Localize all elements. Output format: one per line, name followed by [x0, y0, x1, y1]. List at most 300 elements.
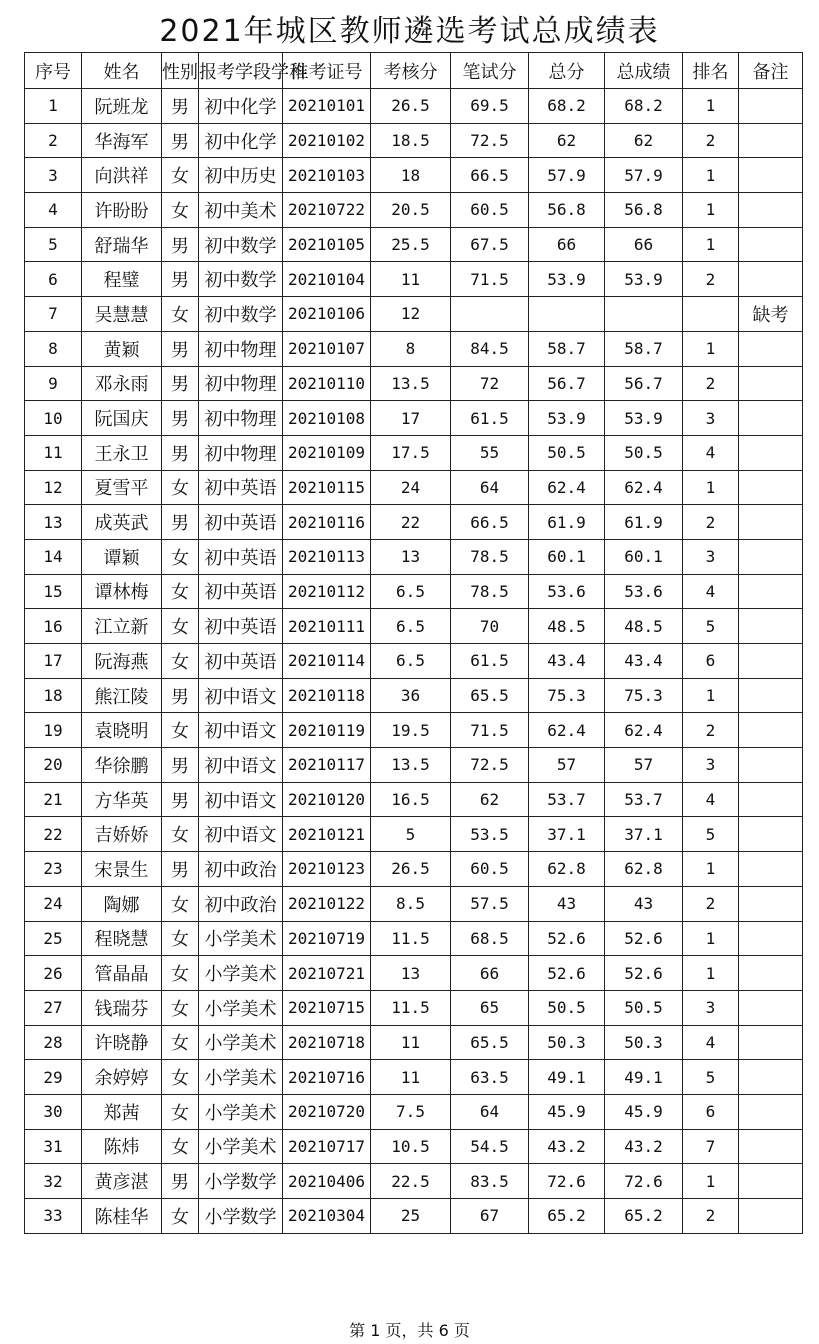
- cell-remark: [739, 158, 803, 193]
- cell-subject: 小学美术: [199, 1129, 283, 1164]
- cell-exam-id: 20210721: [283, 956, 371, 991]
- cell-name: 谭颖: [82, 539, 162, 574]
- header-index: 序号: [25, 53, 82, 89]
- cell-exam-id: 20210118: [283, 678, 371, 713]
- table-row: [25, 1060, 803, 1095]
- cell-assessment-score: 10.5: [371, 1129, 451, 1164]
- cell-remark: [739, 782, 803, 817]
- cell-assessment-score: 11: [371, 262, 451, 297]
- cell-written-score: 65: [451, 990, 529, 1025]
- cell-final-score: 62: [605, 123, 683, 158]
- cell-written-score: 62: [451, 782, 529, 817]
- cell-gender: 男: [162, 782, 199, 817]
- cell-index: 2: [25, 123, 82, 158]
- cell-name: 华徐鹏: [82, 748, 162, 783]
- cell-name: 夏雪平: [82, 470, 162, 505]
- cell-remark: [739, 539, 803, 574]
- cell-rank: 2: [683, 1199, 739, 1234]
- cell-gender: 男: [162, 1164, 199, 1199]
- cell-remark: [739, 227, 803, 262]
- cell-rank: 6: [683, 644, 739, 679]
- cell-name: 陈桂华: [82, 1199, 162, 1234]
- cell-name: 管晶晶: [82, 956, 162, 991]
- cell-gender: 女: [162, 609, 199, 644]
- cell-gender: 女: [162, 1129, 199, 1164]
- cell-remark: [739, 1060, 803, 1095]
- cell-exam-id: 20210112: [283, 574, 371, 609]
- cell-rank: 3: [683, 539, 739, 574]
- cell-final-score: 61.9: [605, 505, 683, 540]
- cell-written-score: 63.5: [451, 1060, 529, 1095]
- cell-total: 53.9: [529, 262, 605, 297]
- cell-gender: 女: [162, 158, 199, 193]
- cell-rank: 1: [683, 331, 739, 366]
- cell-subject: 初中语文: [199, 817, 283, 852]
- cell-total: 56.7: [529, 366, 605, 401]
- cell-rank: 1: [683, 956, 739, 991]
- cell-assessment-score: 6.5: [371, 574, 451, 609]
- cell-assessment-score: 25: [371, 1199, 451, 1234]
- cell-written-score: 61.5: [451, 401, 529, 436]
- cell-name: 程晓慧: [82, 921, 162, 956]
- cell-exam-id: 20210104: [283, 262, 371, 297]
- cell-exam-id: 20210119: [283, 713, 371, 748]
- cell-remark: [739, 748, 803, 783]
- cell-final-score: 60.1: [605, 539, 683, 574]
- cell-written-score: 78.5: [451, 574, 529, 609]
- header-gender: 性别: [162, 53, 199, 89]
- cell-written-score: 72.5: [451, 748, 529, 783]
- cell-name: 黄彦湛: [82, 1164, 162, 1199]
- cell-assessment-score: 6.5: [371, 644, 451, 679]
- cell-rank: 7: [683, 1129, 739, 1164]
- score-table: [24, 52, 803, 1234]
- cell-written-score: 57.5: [451, 886, 529, 921]
- header-exam-id: 准考证号: [283, 53, 371, 89]
- cell-gender: 男: [162, 262, 199, 297]
- cell-remark: [739, 713, 803, 748]
- cell-total: 62.8: [529, 852, 605, 887]
- cell-assessment-score: 19.5: [371, 713, 451, 748]
- header-subject: 报考学段学科: [199, 53, 283, 89]
- cell-name: 邓永雨: [82, 366, 162, 401]
- cell-final-score: 43.2: [605, 1129, 683, 1164]
- cell-exam-id: 20210106: [283, 297, 371, 332]
- cell-total: 65.2: [529, 1199, 605, 1234]
- cell-rank: 1: [683, 158, 739, 193]
- cell-subject: 小学美术: [199, 921, 283, 956]
- cell-index: 30: [25, 1094, 82, 1129]
- cell-name: 陶娜: [82, 886, 162, 921]
- cell-subject: 初中英语: [199, 505, 283, 540]
- cell-written-score: 66.5: [451, 158, 529, 193]
- cell-remark: [739, 505, 803, 540]
- header-name: 姓名: [82, 53, 162, 89]
- cell-gender: 男: [162, 401, 199, 436]
- table-row: [25, 1129, 803, 1164]
- table-row: [25, 609, 803, 644]
- header-final-score: 总成绩: [605, 53, 683, 89]
- cell-written-score: 65.5: [451, 1025, 529, 1060]
- cell-exam-id: 20210102: [283, 123, 371, 158]
- cell-total: 45.9: [529, 1094, 605, 1129]
- cell-total: 60.1: [529, 539, 605, 574]
- cell-index: 10: [25, 401, 82, 436]
- cell-written-score: 70: [451, 609, 529, 644]
- cell-remark: [739, 89, 803, 124]
- cell-written-score: 72: [451, 366, 529, 401]
- cell-total: 53.7: [529, 782, 605, 817]
- cell-gender: 男: [162, 748, 199, 783]
- cell-rank: 3: [683, 990, 739, 1025]
- cell-index: 3: [25, 158, 82, 193]
- cell-remark: [739, 193, 803, 228]
- cell-index: 5: [25, 227, 82, 262]
- cell-remark: [739, 609, 803, 644]
- cell-final-score: [605, 297, 683, 332]
- cell-remark: [739, 1129, 803, 1164]
- cell-name: 宋景生: [82, 852, 162, 887]
- cell-total: 37.1: [529, 817, 605, 852]
- cell-gender: 男: [162, 227, 199, 262]
- cell-written-score: 67.5: [451, 227, 529, 262]
- cell-remark: [739, 123, 803, 158]
- cell-exam-id: 20210123: [283, 852, 371, 887]
- cell-remark: [739, 886, 803, 921]
- cell-remark: [739, 366, 803, 401]
- cell-index: 12: [25, 470, 82, 505]
- cell-assessment-score: 12: [371, 297, 451, 332]
- cell-final-score: 66: [605, 227, 683, 262]
- cell-subject: 初中英语: [199, 644, 283, 679]
- cell-remark: [739, 1164, 803, 1199]
- cell-final-score: 45.9: [605, 1094, 683, 1129]
- cell-name: 方华英: [82, 782, 162, 817]
- cell-assessment-score: 17.5: [371, 435, 451, 470]
- page-footer: 第 1 页，共 6 页: [349, 1321, 470, 1340]
- cell-index: 9: [25, 366, 82, 401]
- cell-remark: [739, 331, 803, 366]
- cell-written-score: 66.5: [451, 505, 529, 540]
- cell-gender: 女: [162, 713, 199, 748]
- table-row: [25, 782, 803, 817]
- cell-remark: [739, 644, 803, 679]
- cell-gender: 女: [162, 1025, 199, 1060]
- cell-index: 4: [25, 193, 82, 228]
- cell-final-score: 50.5: [605, 990, 683, 1025]
- cell-assessment-score: 8.5: [371, 886, 451, 921]
- table-row: [25, 505, 803, 540]
- cell-subject: 小学美术: [199, 1025, 283, 1060]
- cell-exam-id: 20210103: [283, 158, 371, 193]
- cell-final-score: 56.8: [605, 193, 683, 228]
- cell-final-score: 56.7: [605, 366, 683, 401]
- cell-gender: 男: [162, 852, 199, 887]
- cell-subject: 初中语文: [199, 678, 283, 713]
- cell-final-score: 57: [605, 748, 683, 783]
- table-row: [25, 817, 803, 852]
- cell-gender: 男: [162, 505, 199, 540]
- cell-final-score: 37.1: [605, 817, 683, 852]
- cell-total: 68.2: [529, 89, 605, 124]
- cell-gender: 女: [162, 956, 199, 991]
- cell-remark: [739, 574, 803, 609]
- document-title: 2021年城区教师遴选考试总成绩表: [159, 14, 660, 49]
- cell-name: 吉娇娇: [82, 817, 162, 852]
- cell-index: 22: [25, 817, 82, 852]
- cell-subject: 小学美术: [199, 1094, 283, 1129]
- cell-exam-id: 20210108: [283, 401, 371, 436]
- cell-total: 50.3: [529, 1025, 605, 1060]
- table-row: [25, 401, 803, 436]
- cell-exam-id: 20210107: [283, 331, 371, 366]
- cell-remark: [739, 262, 803, 297]
- cell-assessment-score: 13.5: [371, 366, 451, 401]
- cell-final-score: 62.4: [605, 470, 683, 505]
- table-row: [25, 262, 803, 297]
- cell-total: 62.4: [529, 713, 605, 748]
- table-body: [25, 89, 803, 1234]
- cell-total: 52.6: [529, 921, 605, 956]
- cell-name: 阮海燕: [82, 644, 162, 679]
- cell-gender: 女: [162, 297, 199, 332]
- cell-subject: 初中英语: [199, 470, 283, 505]
- cell-rank: 1: [683, 470, 739, 505]
- cell-exam-id: 20210717: [283, 1129, 371, 1164]
- cell-written-score: 53.5: [451, 817, 529, 852]
- cell-rank: 1: [683, 921, 739, 956]
- cell-gender: 女: [162, 990, 199, 1025]
- cell-exam-id: 20210720: [283, 1094, 371, 1129]
- cell-exam-id: 20210722: [283, 193, 371, 228]
- cell-final-score: 53.9: [605, 401, 683, 436]
- cell-index: 16: [25, 609, 82, 644]
- cell-total: 53.6: [529, 574, 605, 609]
- table-row: [25, 1094, 803, 1129]
- cell-rank: 1: [683, 227, 739, 262]
- cell-subject: 初中数学: [199, 262, 283, 297]
- cell-final-score: 58.7: [605, 331, 683, 366]
- cell-assessment-score: 11: [371, 1025, 451, 1060]
- cell-index: 13: [25, 505, 82, 540]
- cell-final-score: 53.6: [605, 574, 683, 609]
- cell-gender: 女: [162, 921, 199, 956]
- cell-remark: [739, 921, 803, 956]
- cell-name: 江立新: [82, 609, 162, 644]
- cell-rank: [683, 297, 739, 332]
- cell-name: 阮国庆: [82, 401, 162, 436]
- cell-name: 成英武: [82, 505, 162, 540]
- cell-name: 郑茜: [82, 1094, 162, 1129]
- table-row: [25, 1025, 803, 1060]
- cell-written-score: 61.5: [451, 644, 529, 679]
- cell-exam-id: 20210109: [283, 435, 371, 470]
- cell-exam-id: 20210111: [283, 609, 371, 644]
- cell-total: [529, 297, 605, 332]
- header-assessment-score: 考核分: [371, 53, 451, 89]
- cell-rank: 5: [683, 609, 739, 644]
- cell-total: 66: [529, 227, 605, 262]
- cell-total: 72.6: [529, 1164, 605, 1199]
- cell-subject: 小学数学: [199, 1199, 283, 1234]
- cell-total: 58.7: [529, 331, 605, 366]
- cell-index: 28: [25, 1025, 82, 1060]
- cell-name: 吴慧慧: [82, 297, 162, 332]
- cell-total: 75.3: [529, 678, 605, 713]
- table-row: [25, 1199, 803, 1234]
- cell-subject: 初中物理: [199, 401, 283, 436]
- cell-rank: 1: [683, 852, 739, 887]
- cell-total: 43: [529, 886, 605, 921]
- cell-final-score: 62.4: [605, 713, 683, 748]
- cell-index: 15: [25, 574, 82, 609]
- cell-gender: 男: [162, 331, 199, 366]
- cell-subject: 初中物理: [199, 435, 283, 470]
- cell-subject: 初中物理: [199, 331, 283, 366]
- cell-subject: 小学美术: [199, 1060, 283, 1095]
- cell-total: 62: [529, 123, 605, 158]
- table-row: [25, 678, 803, 713]
- cell-exam-id: 20210716: [283, 1060, 371, 1095]
- table-row: [25, 748, 803, 783]
- cell-exam-id: 20210105: [283, 227, 371, 262]
- cell-rank: 3: [683, 401, 739, 436]
- table-header-row: [25, 53, 803, 89]
- cell-name: 熊江陵: [82, 678, 162, 713]
- cell-subject: 初中化学: [199, 89, 283, 124]
- cell-remark: 缺考: [739, 297, 803, 332]
- header-rank: 排名: [683, 53, 739, 89]
- table-row: [25, 956, 803, 991]
- cell-gender: 女: [162, 1199, 199, 1234]
- cell-name: 向洪祥: [82, 158, 162, 193]
- cell-exam-id: 20210122: [283, 886, 371, 921]
- cell-assessment-score: 24: [371, 470, 451, 505]
- cell-written-score: 66: [451, 956, 529, 991]
- cell-index: 25: [25, 921, 82, 956]
- cell-subject: 初中物理: [199, 366, 283, 401]
- cell-written-score: 68.5: [451, 921, 529, 956]
- cell-exam-id: 20210715: [283, 990, 371, 1025]
- cell-written-score: 55: [451, 435, 529, 470]
- cell-index: 14: [25, 539, 82, 574]
- cell-assessment-score: 17: [371, 401, 451, 436]
- cell-name: 袁晓明: [82, 713, 162, 748]
- cell-written-score: 54.5: [451, 1129, 529, 1164]
- cell-total: 62.4: [529, 470, 605, 505]
- cell-total: 50.5: [529, 435, 605, 470]
- cell-assessment-score: 22: [371, 505, 451, 540]
- cell-name: 黄颖: [82, 331, 162, 366]
- cell-subject: 小学美术: [199, 990, 283, 1025]
- cell-assessment-score: 11.5: [371, 990, 451, 1025]
- cell-assessment-score: 25.5: [371, 227, 451, 262]
- cell-exam-id: 20210115: [283, 470, 371, 505]
- table-row: [25, 123, 803, 158]
- cell-rank: 2: [683, 262, 739, 297]
- cell-remark: [739, 401, 803, 436]
- cell-gender: 男: [162, 366, 199, 401]
- table-row: [25, 886, 803, 921]
- cell-index: 6: [25, 262, 82, 297]
- cell-assessment-score: 7.5: [371, 1094, 451, 1129]
- cell-remark: [739, 852, 803, 887]
- cell-total: 57: [529, 748, 605, 783]
- table-row: [25, 1164, 803, 1199]
- cell-gender: 女: [162, 886, 199, 921]
- cell-index: 33: [25, 1199, 82, 1234]
- cell-total: 49.1: [529, 1060, 605, 1095]
- cell-gender: 男: [162, 89, 199, 124]
- cell-final-score: 57.9: [605, 158, 683, 193]
- cell-exam-id: 20210718: [283, 1025, 371, 1060]
- cell-final-score: 65.2: [605, 1199, 683, 1234]
- cell-total: 48.5: [529, 609, 605, 644]
- cell-index: 23: [25, 852, 82, 887]
- cell-written-score: 71.5: [451, 262, 529, 297]
- cell-gender: 女: [162, 193, 199, 228]
- table-row: [25, 852, 803, 887]
- cell-rank: 4: [683, 782, 739, 817]
- cell-total: 43.2: [529, 1129, 605, 1164]
- cell-rank: 2: [683, 886, 739, 921]
- cell-gender: 女: [162, 1060, 199, 1095]
- cell-exam-id: 20210114: [283, 644, 371, 679]
- cell-name: 许盼盼: [82, 193, 162, 228]
- cell-rank: 2: [683, 713, 739, 748]
- cell-total: 43.4: [529, 644, 605, 679]
- table-row: [25, 644, 803, 679]
- cell-final-score: 62.8: [605, 852, 683, 887]
- cell-final-score: 53.7: [605, 782, 683, 817]
- cell-written-score: 60.5: [451, 193, 529, 228]
- cell-index: 31: [25, 1129, 82, 1164]
- cell-written-score: 71.5: [451, 713, 529, 748]
- cell-assessment-score: 22.5: [371, 1164, 451, 1199]
- cell-assessment-score: 26.5: [371, 852, 451, 887]
- cell-index: 11: [25, 435, 82, 470]
- cell-assessment-score: 18.5: [371, 123, 451, 158]
- cell-total: 56.8: [529, 193, 605, 228]
- cell-remark: [739, 1199, 803, 1234]
- cell-subject: 初中语文: [199, 782, 283, 817]
- cell-rank: 4: [683, 435, 739, 470]
- cell-subject: 初中化学: [199, 123, 283, 158]
- cell-subject: 初中英语: [199, 574, 283, 609]
- cell-rank: 6: [683, 1094, 739, 1129]
- cell-rank: 5: [683, 1060, 739, 1095]
- cell-rank: 4: [683, 1025, 739, 1060]
- cell-rank: 2: [683, 505, 739, 540]
- cell-assessment-score: 13: [371, 956, 451, 991]
- cell-index: 32: [25, 1164, 82, 1199]
- cell-index: 26: [25, 956, 82, 991]
- cell-rank: 3: [683, 748, 739, 783]
- cell-written-score: [451, 297, 529, 332]
- cell-index: 20: [25, 748, 82, 783]
- table-row: [25, 297, 803, 332]
- cell-total: 50.5: [529, 990, 605, 1025]
- cell-name: 阮班龙: [82, 89, 162, 124]
- table-row: [25, 193, 803, 228]
- cell-assessment-score: 5: [371, 817, 451, 852]
- cell-rank: 5: [683, 817, 739, 852]
- cell-exam-id: 20210110: [283, 366, 371, 401]
- cell-name: 程璧: [82, 262, 162, 297]
- cell-name: 余婷婷: [82, 1060, 162, 1095]
- table-row: [25, 89, 803, 124]
- cell-index: 27: [25, 990, 82, 1025]
